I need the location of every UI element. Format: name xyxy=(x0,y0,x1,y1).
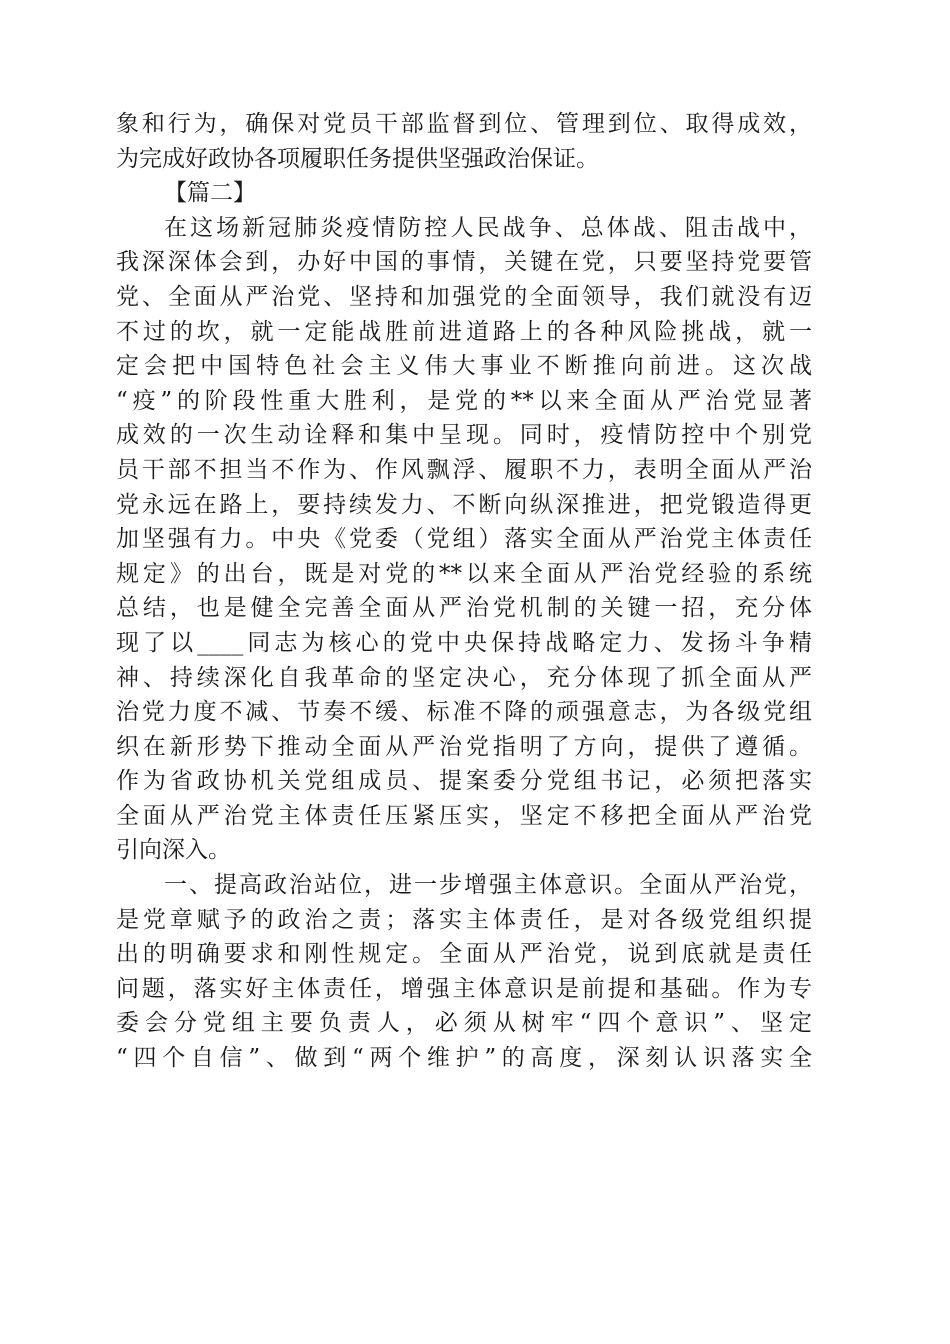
text-line: 在这场新冠肺炎疫情防控人民战争、总体战、阻击战中， xyxy=(164,214,812,241)
text-line: 作为省政协机关党组成员、提案委分党组书记，必须把落实 xyxy=(116,768,812,795)
text-line: 问题，落实好主体责任，增强主体意识是前提和基础。作为专 xyxy=(116,975,812,1002)
text-line: 现了以____同志为核心的党中央保持战略定力、发扬斗争精 xyxy=(116,629,812,656)
text-line: 神、持续深化自我革命的坚定决心，充分体现了抓全面从严 xyxy=(116,664,812,691)
text-line: 我深深体会到，办好中国的事情，关键在党，只要坚持党要管 xyxy=(116,249,812,276)
text-line: 治党力度不减、节奏不缓、标准不降的顽强意志，为各级党组 xyxy=(116,699,812,726)
text-line: 规定》的出台，既是对党的**以来全面从严治党经验的系统 xyxy=(116,560,812,587)
text-line: 不过的坎，就一定能战胜前进道路上的各种风险挑战，就一 xyxy=(116,318,812,345)
text-line: 一、提高政治站位，进一步增强主体意识。全面从严治党， xyxy=(164,872,812,899)
text-line: 员干部不担当不作为、作风飘浮、履职不力，表明全面从严治 xyxy=(116,456,812,483)
text-line: 党永远在路上，要持续发力、不断向纵深推进，把党锻造得更 xyxy=(116,491,812,518)
text-line: 出的明确要求和刚性规定。全面从严治党，说到底就是责任 xyxy=(116,941,812,968)
text-line: 成效的一次生动诠释和集中呈现。同时，疫情防控中个别党 xyxy=(116,422,812,449)
text-line: 加坚强有力。中央《党委（党组）落实全面从严治党主体责任 xyxy=(116,526,812,553)
text-line: 为完成好政协各项履职任务提供坚强政治保证。 xyxy=(116,145,599,172)
text-line: 是党章赋予的政治之责；落实主体责任，是对各级党组织提 xyxy=(116,906,812,933)
text-line: 委会分党组主要负责人，必须从树牢“四个意识”、坚定 xyxy=(116,1010,812,1037)
text-line: 引向深入。 xyxy=(116,837,231,864)
section-heading: 【篇二】 xyxy=(164,180,256,207)
text-line: 全面从严治党主体责任压紧压实，坚定不移把全面从严治党 xyxy=(116,802,812,829)
text-line: 定会把中国特色社会主义伟大事业不断推向前进。这次战 xyxy=(116,353,812,380)
text-line: 象和行为，确保对党员干部监督到位、管理到位、取得成效， xyxy=(116,111,812,137)
text-line: 织在新形势下推动全面从严治党指明了方向，提供了遵循。 xyxy=(116,733,812,760)
text-line: “四个自信”、做到“两个维护”的高度，深刻认识落实全 xyxy=(116,1045,812,1072)
text-line: “疫”的阶段性重大胜利，是党的**以来全面从严治党显著 xyxy=(116,387,812,414)
text-line: 党、全面从严治党、坚持和加强党的全面领导，我们就没有迈 xyxy=(116,283,812,310)
document-body xyxy=(116,107,812,1076)
text-line: 总结，也是健全完善全面从严治党机制的关键一招，充分体 xyxy=(116,595,812,622)
